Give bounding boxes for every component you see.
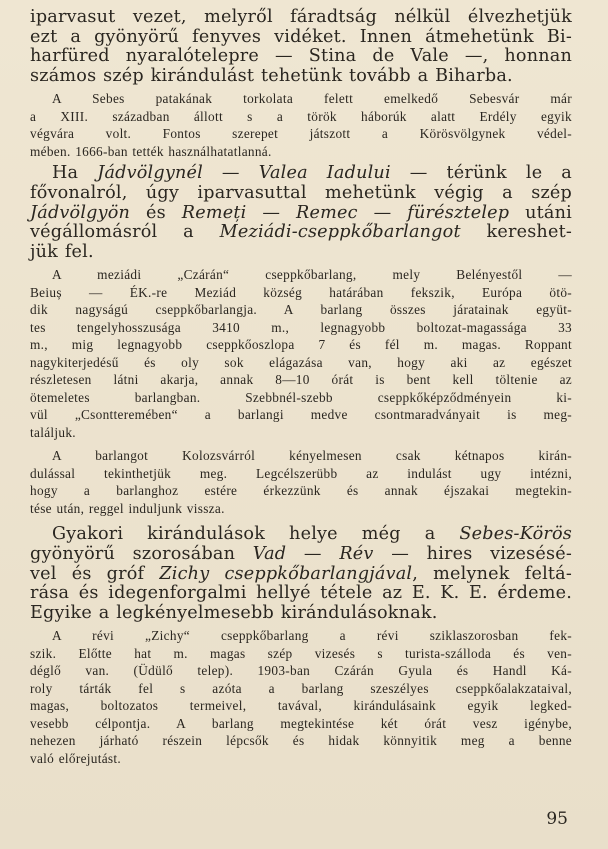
text-span: gyönyörű szorosában: [30, 543, 253, 564]
text-line: roly tárták fel s azóta a barlang szeszélyes cseppkőalakzataival,: [30, 680, 572, 696]
text-line: vül „Csontteremében“ a barlangi medve csontmaradványait is meg-: [30, 407, 572, 423]
place-name: Meziádi-cseppkőbarlangot: [219, 222, 461, 243]
text-line: vesebb célpontja. A barlang megtekintése két órát vesz igénybe,: [30, 715, 572, 731]
paragraph-iparvasut: [30, 8, 572, 86]
text-span: Gyakori kirándulások helye még a: [52, 524, 460, 545]
text-line: [30, 204, 572, 224]
text-line: való előrejutást.: [30, 750, 122, 766]
text-line: ötemeletes barlangban. Szebbnél-szebb cseppkőképződményein ki-: [30, 389, 572, 405]
text-span: kereshet-: [460, 222, 572, 243]
text-line: nagykiterjedésű és oly sok elágazása van, hogy aki az egészet: [30, 354, 572, 370]
text-span: utáni: [509, 202, 572, 223]
text-line: Beiuș — ÉK.-re Meziád község határában fekszik, Európa ötö-: [30, 284, 572, 300]
text-line: [30, 164, 572, 184]
text-line: részletesen látni akarja, annak 8—10 órát is bent kell töltenie az: [30, 372, 572, 388]
text-line: rása és idegenforgalmi hellyé tétele az E. K. E. érdeme.: [30, 583, 572, 604]
text-line: [30, 525, 572, 545]
text-line: jük fel.: [30, 241, 94, 262]
text-line: dik nagyságú cseppkőbarlangja. A barlang összes járatainak együt-: [30, 302, 572, 318]
text-span: —: [286, 543, 340, 564]
text-line: iparvasut vezet, melyről fáradtság nélkül élvezhetjük: [30, 7, 572, 27]
text-line: m., mig legnagyobb cseppkőoszlopa 7 és fél m. magas. Roppant: [30, 337, 572, 353]
text-line: nehezen járható részein lépcsők és hidak könnyitik meg a benne: [30, 733, 572, 749]
text-line: harfüred nyaralótelepre — Stina de Vale —, honnan: [30, 46, 572, 67]
paragraph-sebes-koros: [30, 525, 572, 623]
place-name: Vad: [252, 543, 287, 564]
text-line: a XIII. században állott s a török háborúk alatt Erdély egyik: [30, 108, 572, 124]
note-zichy-cave: [30, 627, 572, 767]
text-span: —: [246, 202, 297, 223]
place-name: Valea Iadului: [258, 163, 391, 184]
text-line: A barlangot Kolozsvárról kényelmesen csak kétnapos kirán-: [52, 448, 572, 464]
text-span: végállomásról a: [30, 222, 220, 243]
text-line: [30, 545, 572, 565]
text-line: déglő van. (Üdülő telep). 1903-ban Czárán Gyula és Handl Ká-: [30, 663, 572, 679]
text-line: találjuk.: [30, 424, 76, 440]
text-line: számos szép kirándulást tehetünk tovább a Biharba.: [30, 65, 513, 86]
note-sebesvar: [30, 90, 572, 160]
page-number: 95: [546, 809, 568, 829]
text-line: tése után, reggel induljunk vissza.: [30, 500, 225, 516]
text-line: hogy a barlanghoz estére érkezzünk és annak éjszakai megtekin-: [30, 483, 572, 499]
text-line: Egyike a legkényelmesebb kirándulásoknak.: [30, 602, 438, 623]
place-name: Jádvölgynél: [97, 163, 203, 184]
note-meziad-visit: [30, 447, 572, 517]
place-name: Sebes-Körös: [459, 524, 572, 545]
text-span: —: [202, 163, 259, 184]
place-name: Zichy cseppkőbarlangjával: [159, 563, 413, 584]
text-line: tes tengelyhosszusága 3410 m., legnagyobb boltozat-magassága 33: [30, 319, 572, 335]
text-line: szik. Előtte hat m. magas szép vizesés s turista-szálloda és ven-: [30, 645, 572, 661]
text-line: A meziádi „Czárán“ cseppkőbarlang, mely Belényestől —: [52, 267, 572, 283]
text-span: és: [130, 202, 182, 223]
place-name: Rév: [339, 543, 374, 564]
place-name: Remeți: [181, 202, 247, 223]
text-line: fővonalról, úgy iparvasuttal mehetünk végig a szép: [30, 182, 572, 203]
text-line: mében. 1666-ban tették használhatatlanná.: [30, 143, 272, 159]
note-meziad-cave: [30, 266, 572, 441]
text-span: , melynek feltá-: [412, 563, 572, 584]
text-line: dulással tekinthetjük meg. Legcélszerübb az indulást ugy intézni,: [30, 465, 572, 481]
text-span: — térünk le a: [390, 163, 572, 184]
text-line: A révi „Zichy“ cseppkőbarlang a révi sziklaszorosban fek-: [52, 628, 572, 644]
place-name: Remec — fürésztelep: [296, 202, 510, 223]
text-span: — hires vizesésé-: [373, 543, 572, 564]
text-line: [30, 223, 572, 243]
text-span: vel és gróf: [30, 563, 160, 584]
text-span: Ha: [52, 163, 98, 184]
text-line: magas, boltozatos termeivel, tavával, kirándulásaink egyik legked-: [30, 698, 572, 714]
text-line: A Sebes patakának torkolata felett emelkedő Sebesvár már: [52, 91, 572, 107]
text-line: ezt a gyönyörű fenyves vidéket. Innen átmehetünk Bi-: [30, 26, 572, 47]
text-line: [30, 565, 572, 585]
paragraph-jadvolgy: [30, 164, 572, 262]
text-line: végvára volt. Fontos szerepet játszott a Körösvölgynek védel-: [30, 126, 572, 142]
place-name: Jádvölgyön: [30, 202, 131, 223]
